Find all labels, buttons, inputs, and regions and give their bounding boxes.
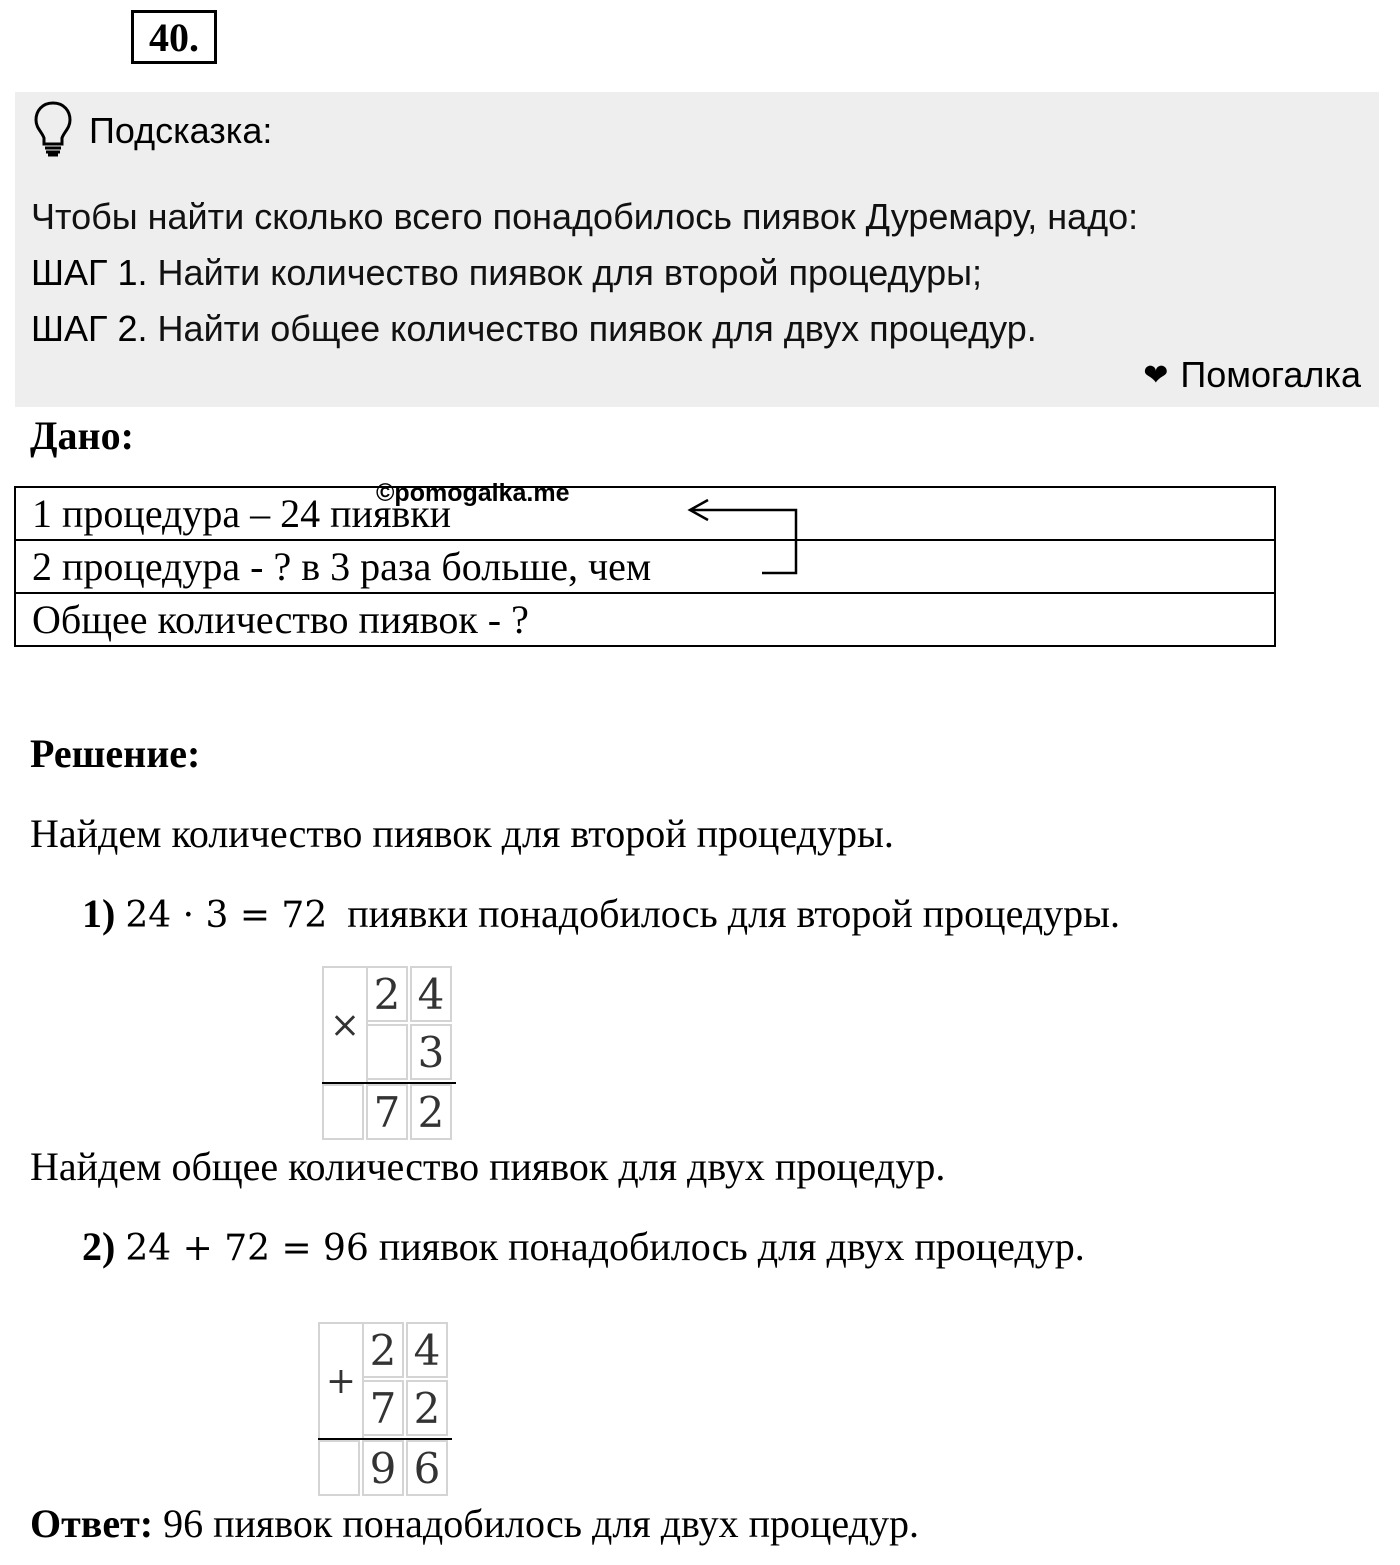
digit-cell: 9 bbox=[362, 1440, 404, 1496]
table-row bbox=[15, 540, 1275, 593]
hint-step-2 bbox=[31, 301, 1138, 357]
answer-text: 96 пиявок понадобилось для двух процедур. bbox=[163, 1501, 919, 1546]
answer-label: Ответ: bbox=[30, 1501, 154, 1546]
step-number: 2) bbox=[82, 1224, 116, 1269]
given-row-2: 2 процедура - ? в 3 раза больше, чем bbox=[15, 540, 1275, 593]
hint-step-text: Найти общее количество пиявок для двух процедур. bbox=[157, 308, 1037, 349]
given-title: Дано: bbox=[30, 413, 134, 458]
digit-cell bbox=[366, 1024, 408, 1080]
step-text: пиявки понадобилось для второй процедуры. bbox=[347, 891, 1121, 936]
hint-title-label: Подсказка: bbox=[89, 110, 273, 151]
step-text: пиявок понадобилось для двух процедур. bbox=[378, 1224, 1085, 1269]
digit-cell: 2 bbox=[366, 966, 408, 1022]
given-row-1: 1 процедура – 24 пиявки bbox=[15, 487, 1275, 540]
step-expression: 24 + 72 = 96 bbox=[125, 1228, 369, 1269]
digit-cell: 4 bbox=[410, 966, 452, 1022]
hint-box bbox=[15, 92, 1379, 407]
solution-step-2 bbox=[82, 1223, 1085, 1270]
relation-arrow bbox=[680, 495, 810, 585]
digit-cell: 2 bbox=[410, 1084, 452, 1140]
solution-paragraph-1: Найдем количество пиявок для второй процедуры. bbox=[30, 811, 894, 856]
digit-cell bbox=[322, 1084, 364, 1140]
answer-line bbox=[30, 1500, 919, 1547]
hint-step-text: Найти количество пиявок для второй процедуры; bbox=[157, 252, 982, 293]
table-row bbox=[15, 593, 1275, 646]
digit-cell: 6 bbox=[406, 1440, 448, 1496]
solution-paragraph-2: Найдем общее количество пиявок для двух процедур. bbox=[30, 1144, 946, 1189]
digit-cell: 3 bbox=[410, 1024, 452, 1080]
solution-step-1 bbox=[82, 890, 1120, 937]
heart-icon: ❤ bbox=[1143, 358, 1169, 392]
given-table bbox=[14, 486, 1276, 647]
digit-cell: 2 bbox=[406, 1380, 448, 1436]
hint-brand bbox=[1143, 354, 1361, 396]
digit-cell: 7 bbox=[362, 1380, 404, 1436]
digit-cell bbox=[318, 1440, 360, 1496]
step-number: 1) bbox=[82, 891, 116, 936]
hint-step-1 bbox=[31, 245, 1138, 301]
hint-step-label: ШАГ 1. bbox=[31, 252, 148, 293]
step-expression: 24 · 3 = 72 bbox=[125, 895, 328, 936]
lightbulb-icon bbox=[33, 100, 73, 158]
digit-cell: 7 bbox=[366, 1084, 408, 1140]
given-row-3: Общее количество пиявок - ? bbox=[15, 593, 1275, 646]
solution-title: Решение: bbox=[30, 731, 201, 776]
hint-title bbox=[33, 100, 272, 158]
digit-cell: 2 bbox=[362, 1322, 404, 1378]
watermark: ©pomogalka.me bbox=[376, 479, 570, 507]
hint-intro: Чтобы найти сколько всего понадобилось пиявок Дуремару, надо: bbox=[31, 196, 1139, 237]
hint-text bbox=[31, 189, 1138, 357]
plus-sign: + bbox=[318, 1322, 364, 1440]
multiply-sign: × bbox=[322, 966, 368, 1084]
table-row bbox=[15, 487, 1275, 540]
hint-step-label: ШАГ 2. bbox=[31, 308, 148, 349]
hint-brand-label: Помогалка bbox=[1180, 354, 1361, 395]
task-number: 40. bbox=[131, 10, 217, 64]
digit-cell: 4 bbox=[406, 1322, 448, 1378]
